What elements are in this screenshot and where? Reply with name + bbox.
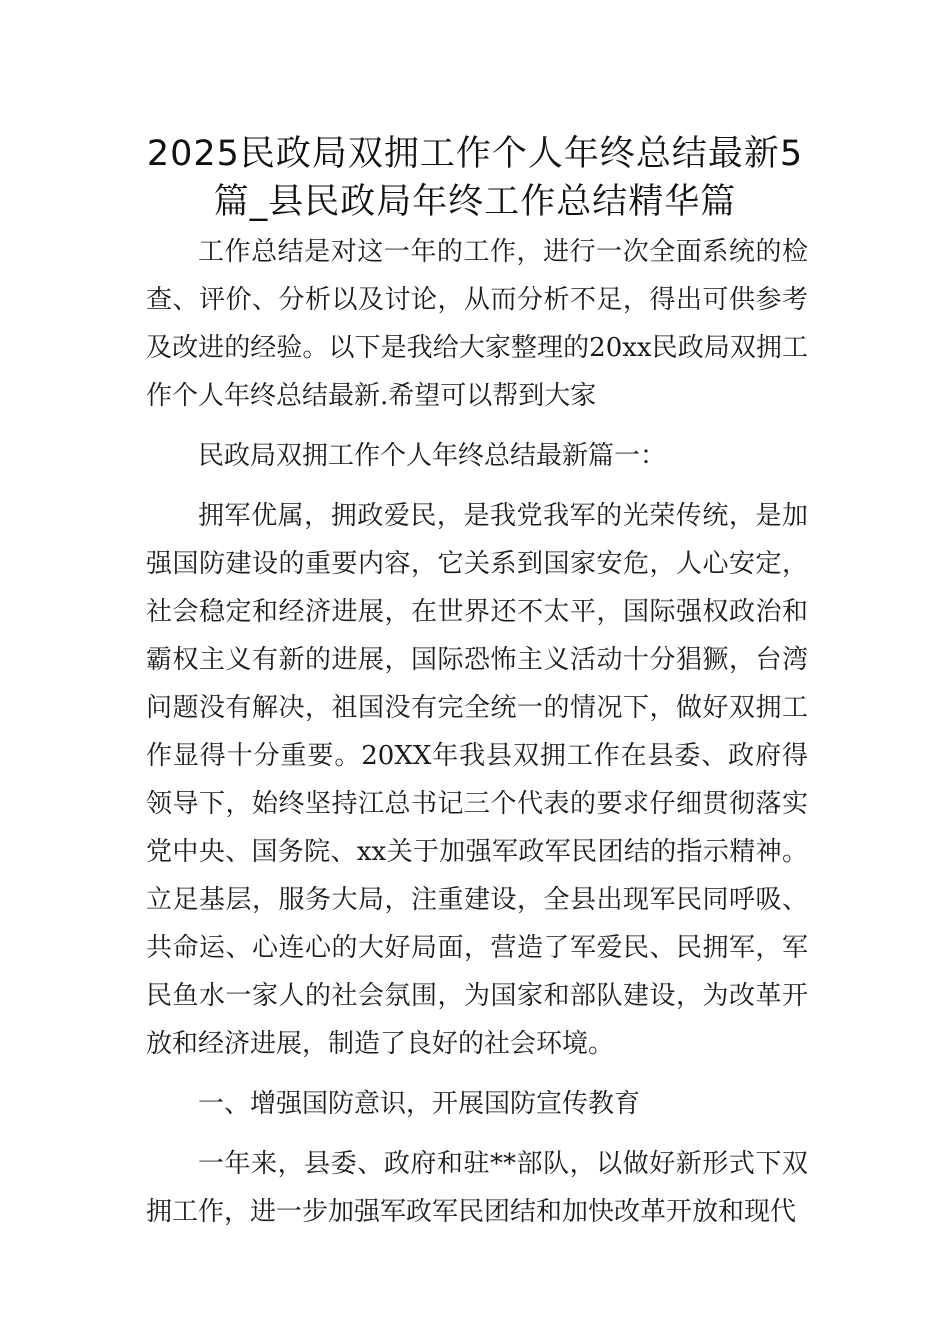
section-title: 民政局双拥工作个人年终总结最新篇一： <box>198 441 667 471</box>
body-paragraph-1: 拥军优属，拥政爱民，是我党我军的光荣传统，是加强国防建设的重要内容，它关系到国家安危，人心安定，社会稳定和经济进展，在世界还不太平，国际强权政治和霸权主义有新的进展，国际恐怖主义活动十分猖獗，台湾问题没有解决，祖国没有完全统一的情况下，做好双拥工作显得十分重要。20XX年我县双拥工作在县委、政府得领导下，始终坚持江总书记三个代表的要求仔细贯彻落实党中央、国务院、xx关于加强军政军民团结的指示精神。立足基层，服务大局，注重建设，全县出现军民同呼吸、共命运、心连心的大好局面，营造了军爱民、民拥军，军民鱼水一家人的社会氛围，为国家和部队建设，为改革开放和经济进展，制造了良好的社会环境。 <box>146 501 808 1059</box>
body-paragraph-2: 一年来，县委、政府和驻**部队，以做好新形式下双拥工作，进一步加强军政军民团结和加快改革开放和现代 <box>146 1149 808 1227</box>
document-body <box>146 228 808 1248</box>
subheading-1: 一、增强国防意识，开展国防宣传教育 <box>198 1089 641 1119</box>
intro-paragraph: 工作总结是对这一年的工作，进行一次全面系统的检查、评价、分析以及讨论，从而分析不足，得出可供参考及改进的经验。以下是我给大家整理的20xx民政局双拥工作个人年终总结最新.希望可以帮到大家 <box>146 237 808 411</box>
document-title: 2025民政局双拥工作个人年终总结最新5篇_县民政局年终工作总结精华篇 <box>146 134 804 222</box>
